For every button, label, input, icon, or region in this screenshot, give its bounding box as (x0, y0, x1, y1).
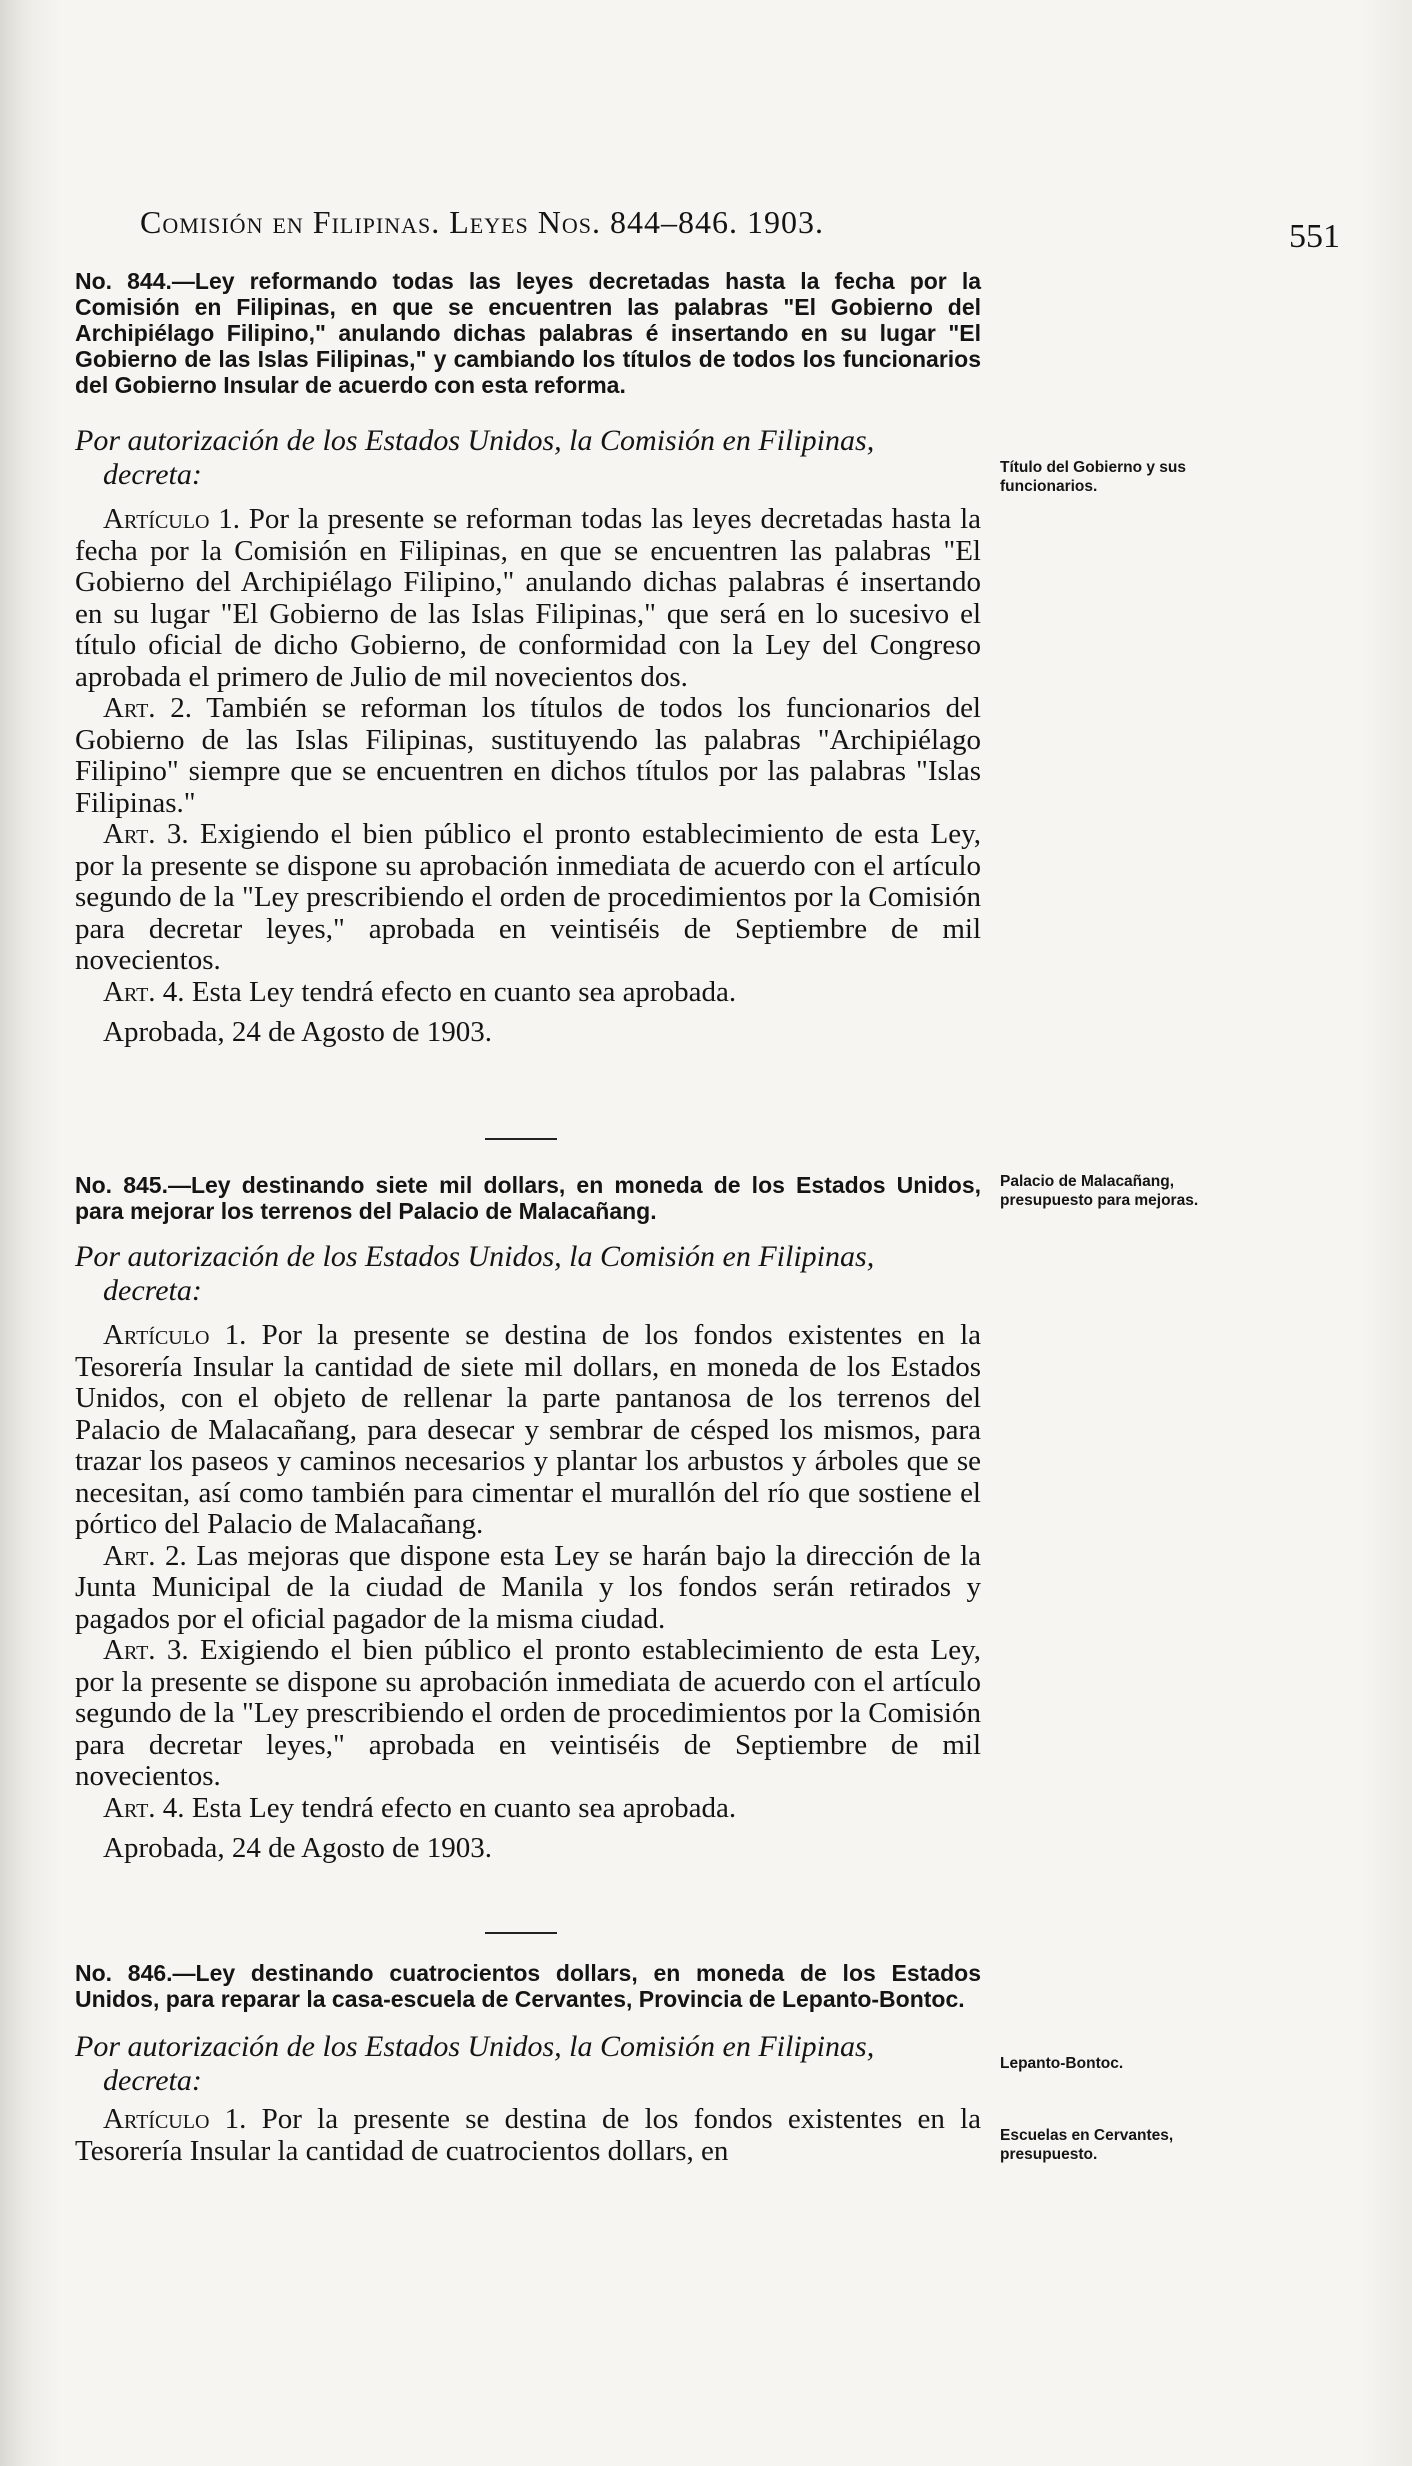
running-head: Comisión en Filipinas. Leyes Nos. 844–846. 1903. (140, 204, 825, 240)
article-label: Art. 4. (103, 975, 185, 1008)
margin-note: Palacio de Malacañang, presupuesto para mejoras. (1000, 1173, 1199, 1209)
approval-date: Aprobada, 24 de Agosto de 1903. (103, 1832, 493, 1864)
article (75, 977, 981, 1009)
law-845 (75, 1172, 981, 1864)
article (75, 819, 981, 977)
law-intro (75, 2030, 981, 2098)
article (75, 1320, 981, 1541)
margin-note: Lepanto-Bontoc. (1000, 2055, 1124, 2072)
law-heading: No. 846.—Ley destinando cuatrocientos dollars, en moneda de los Estados Unidos, para reparar la casa-escuela de Cervantes, Provincia de Lepanto-Bontoc. (75, 1960, 981, 2012)
article-text: Esta Ley tendrá efecto en cuanto sea aprobada. (191, 1791, 737, 1824)
article-text: Exigiendo el bien público el pronto establecimiento de esta Ley, por la presente se dispone su aprobación inmediata de acuerdo con el artículo segundo de la "Ley prescribiendo el orden de procedimientos por la Comisión para decretar leyes," aprobada en veintiséis de Septiembre de mil novecientos. (75, 818, 981, 976)
article-text: También se reforman los títulos de todos los funcionarios del Gobierno de las Islas Filipinas, sustituyendo las palabras "Archipiélago Filipino" siempre que se encuentren en dichos títulos por las palabras "Islas Filipinas." (75, 692, 981, 819)
law-846 (75, 1960, 981, 2167)
decreta-text: decreta: (103, 1274, 202, 1307)
article-label: Artículo 1. (103, 503, 240, 535)
article-label: Art. 3. (103, 1634, 189, 1666)
article-label: Art. 2. (103, 692, 193, 724)
intro-text: Por autorización de los Estados Unidos, la Comisión en Filipinas, (75, 1240, 875, 1273)
intro-text: Por autorización de los Estados Unidos, la Comisión en Filipinas, (75, 424, 875, 457)
article-label: Art. 4. (103, 1791, 185, 1824)
decreta-text: decreta: (103, 458, 202, 491)
article-label: Artículo 1. (103, 1319, 247, 1351)
article-text: Esta Ley tendrá efecto en cuanto sea aprobada. (191, 975, 737, 1008)
article-text: Por la presente se destina de los fondos existentes en la Tesorería Insular la cantidad de cuatrocientos dollars, en (75, 2103, 982, 2167)
margin-note: Escuelas en Cervantes, presupuesto. (1000, 2127, 1174, 2163)
law-heading: No. 844.—Ley reformando todas las leyes decretadas hasta la fecha por la Comisión en Filipinas, en que se encuentren las palabras "El Gobierno del Archipiélago Filipino," anulando dichas palabras é insertando en su lugar "El Gobierno de las Islas Filipinas," y cambiando los títulos de todos los funcionarios del Gobierno Insular de acuerdo con esta reforma. (75, 268, 981, 398)
article (75, 504, 981, 693)
article-label: Art. 3. (103, 818, 189, 850)
section-divider (485, 1138, 557, 1140)
section-divider (485, 1932, 557, 1934)
article (75, 1793, 981, 1825)
article-text: Las mejoras que dispone esta Ley se harán bajo la dirección de la Junta Municipal de la ciudad de Manila y los fondos serán retirados y pagados por el oficial pagador de la misma ciudad. (75, 1539, 982, 1635)
article (75, 1635, 981, 1793)
article-label: Artículo 1. (103, 2103, 247, 2135)
article-text: Por la presente se reforman todas las leyes decretadas hasta la fecha por la Comisión en Filipinas, en que se encuentren las palabras "El Gobierno del Archipiélago Filipino," anulando dichas palabras é insertando en su lugar "El Gobierno de las Islas Filipinas," que será en lo sucesivo el título oficial de dicho Gobierno, de conformidad con la Ley del Congreso aprobada el primero de Julio de mil novecientos dos. (75, 503, 981, 693)
intro-text: Por autorización de los Estados Unidos, la Comisión en Filipinas, (75, 2030, 875, 2063)
article (75, 2104, 981, 2167)
page-number: 551 (1289, 218, 1340, 255)
approval-date: Aprobada, 24 de Agosto de 1903. (103, 1016, 493, 1048)
article (75, 693, 981, 819)
decreta-text: decreta: (103, 2064, 202, 2097)
article-text: Exigiendo el bien público el pronto establecimiento de esta Ley, por la presente se dispone su aprobación inmediata de acuerdo con el artículo segundo de la "Ley prescribiendo el orden de procedimientos por la Comisión para decretar leyes," aprobada en veintiséis de Septiembre de mil novecientos. (75, 1634, 981, 1792)
law-heading: No. 845.—Ley destinando siete mil dollars, en moneda de los Estados Unidos, para mejorar los terrenos del Palacio de Malacañang. (75, 1172, 981, 1224)
article-text: Por la presente se destina de los fondos existentes en la Tesorería Insular la cantidad de siete mil dollars, en moneda de los Estados Unidos, con el objeto de rellenar la parte pantanosa de los terrenos del Palacio de Malacañang, para desecar y sembrar de césped los mismos, para trazar los paseos y caminos necesarios y plantar los arbustos y árboles que se necesitan, así como también para cimentar el murallón del río que sostiene el pórtico del Palacio de Malacañang. (75, 1319, 982, 1540)
law-844 (75, 268, 981, 1048)
margin-note: Título del Gobierno y sus funcionarios. (1000, 459, 1187, 495)
article-label: Art. 2. (103, 1539, 187, 1572)
law-intro (75, 1240, 981, 1308)
law-intro (75, 424, 981, 492)
page-header (140, 196, 1340, 256)
article (75, 1541, 981, 1636)
